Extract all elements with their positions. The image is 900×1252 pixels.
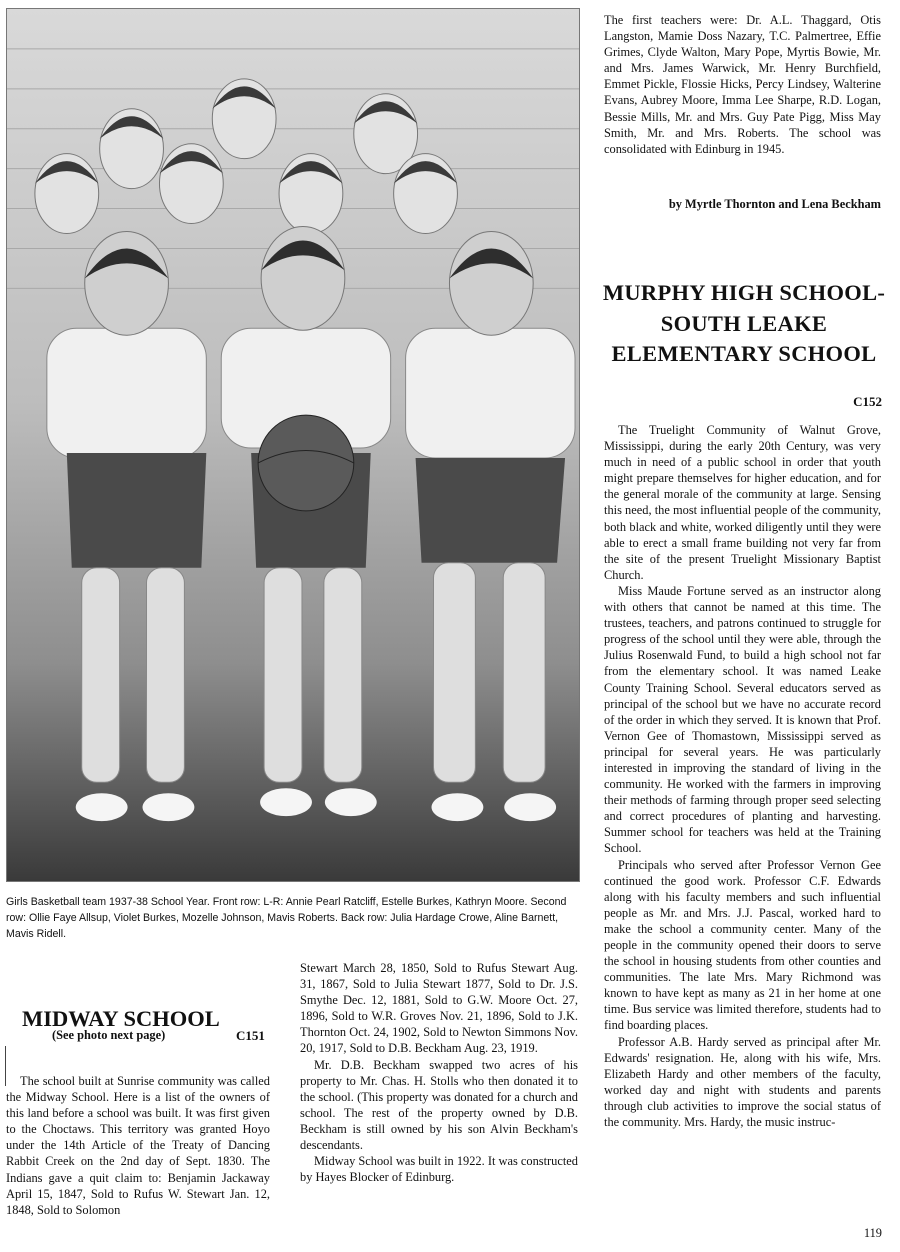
murphy-paragraph-4: Professor A.B. Hardy served as principal after Mr. Edwards' resignation. He, along with his wife, Mrs. Elizabeth Hardy and other members of the faculty, worked day and night with students and parents through club activities to improve the social status of the community. Mrs. Hardy, the music instruc- bbox=[604, 1034, 881, 1130]
midway-article-right bbox=[300, 960, 578, 1185]
murphy-paragraph-1: The Truelight Community of Walnut Grove, Mississippi, during the early 20th Century, was very much in need of a public school in order that youth might prepare themselves for higher education, and for the general morale of the community at large. Sensing this need, the most influential people of the community, both black and white, worked diligently until they were able to erect a small frame building not very far from the site of the present Truelight Missionary Baptist Church. bbox=[604, 423, 881, 582]
midway-paragraph-3: Mr. D.B. Beckham swapped two acres of his property to Mr. Chas. H. Stolls who then donated it to the school. (This property was donated for a church and school. The rest of the property owned by D.B. Beckham is still owned by his son Alvin Beckham's descendants. bbox=[300, 1057, 578, 1153]
midway-code: C151 bbox=[236, 1028, 265, 1043]
murphy-paragraph-2: Miss Maude Fortune served as an instructor along with others that cannot be named at this time. The trustees, teachers, and patrons continued to struggle for progress of the school until they were able, through the Julius Rosenwald Fund, to build a high school not far from the elementary school. It was named Leake County Training School. Several educators served as principal of the school but we have no accurate record of the order in which they served. It is known that Prof. Vernon Gee of Thomastown, Mississippi served as principal for several years. He was particularly interested in improving the standard of living in the community. He worked with the farmers in improving their methods of farming through proper seed selecting and correct procedures of planting and harvesting. Summer school for teachers was held at the Training School. bbox=[604, 583, 881, 856]
midway-heading: MIDWAY SCHOOL bbox=[22, 1006, 220, 1031]
murphy-article bbox=[604, 422, 881, 1130]
teachers-list bbox=[604, 12, 881, 157]
midway-paragraph-1: The school built at Sunrise community was called the Midway School. Here is a list of the owners of this land before a school was built. It was first given to the Choctaws. This territory was granted Hoyo under the 14th Article of the Treaty of Dancing Rabbit Creek on the 2nd day of Sept. 1830. The Indians gave a quit claim to: Benjamin Jackaway April 15, 1847, Sold to Rufus W. Stewart Jan. 12, 1848, Sold to Solomon bbox=[6, 1074, 270, 1217]
midway-paragraph-2: Stewart March 28, 1850, Sold to Rufus Stewart Aug. 31, 1867, Sold to Julia Stewart 1877, Sold to Dr. J.S. Smythe Dec. 12, 1881, Sold to G.W. Moore Oct. 27, 1896, Sold to W.R. Groves Nov. 21, 1896, Sold to J.K. Thornton Oct. 24, 1902, Sold to Newton Simmons Nov. 20, 1917, Sold to D.B. Beckham Aug. 23, 1919. bbox=[300, 961, 578, 1056]
team-photo-illustration bbox=[7, 9, 579, 881]
midway-article-left bbox=[6, 1073, 270, 1218]
midway-subtitle: (See photo next page) bbox=[52, 1028, 166, 1042]
byline: by Myrtle Thornton and Lena Beckham bbox=[668, 197, 881, 211]
page-number: 119 bbox=[863, 1226, 882, 1240]
teachers-paragraph: The first teachers were: Dr. A.L. Thaggard, Otis Langston, Mamie Doss Nazary, T.C. Palmertree, Effie Grimes, Clyde Walton, Mary Pope, Myrtis Bowie, Mr. and Mrs. James Warwick, Mr. Henry Burchfield, Emmet Pickle, Flossie Hicks, Percy Lindsey, Walterine Evans, Aubrey Moore, Imma Lee Sharpe, R.D. Logan, Bessie Mills, Mr. and Mrs. Guy Pate Pigg, Miss May Smith, Mr. and Mrs. Roberts. The school was consolidated with Edinburg in 1945. bbox=[604, 13, 881, 156]
murphy-paragraph-3: Principals who served after Professor Vernon Gee continued the good work. Professor C.F. Edwards along with his faculty members and such influential people as Mr. and Mrs. J.J. Pascal, worked hard to make the school a community center. Many of the people in the community opened their doors to serve the school in housing students from other counties and communities. The late Mrs. Mary Richmond was known to have kept as many as 21 in her home at one time. Bus service was limited therefore, students had to find boarding places. bbox=[604, 857, 881, 1033]
photo-caption: Girls Basketball team 1937-38 School Year. Front row: L-R: Annie Pearl Ratcliff, Estelle Burkes, Kathryn Moore. Second row: Ollie Faye Allsup, Violet Burkes, Mozelle Johnson, Mavis Roberts. Back row: Julia Hardage Crowe, Aline Barnett, Mavis Ridell. bbox=[6, 896, 567, 940]
midway-paragraph-4: Midway School was built in 1922. It was constructed by Hayes Blocker of Edinburg. bbox=[300, 1154, 578, 1185]
team-photo bbox=[6, 8, 580, 882]
murphy-code: C152 bbox=[853, 394, 882, 409]
murphy-heading: MURPHY HIGH SCHOOL-SOUTH LEAKE ELEMENTARY SCHOOL bbox=[602, 280, 886, 366]
